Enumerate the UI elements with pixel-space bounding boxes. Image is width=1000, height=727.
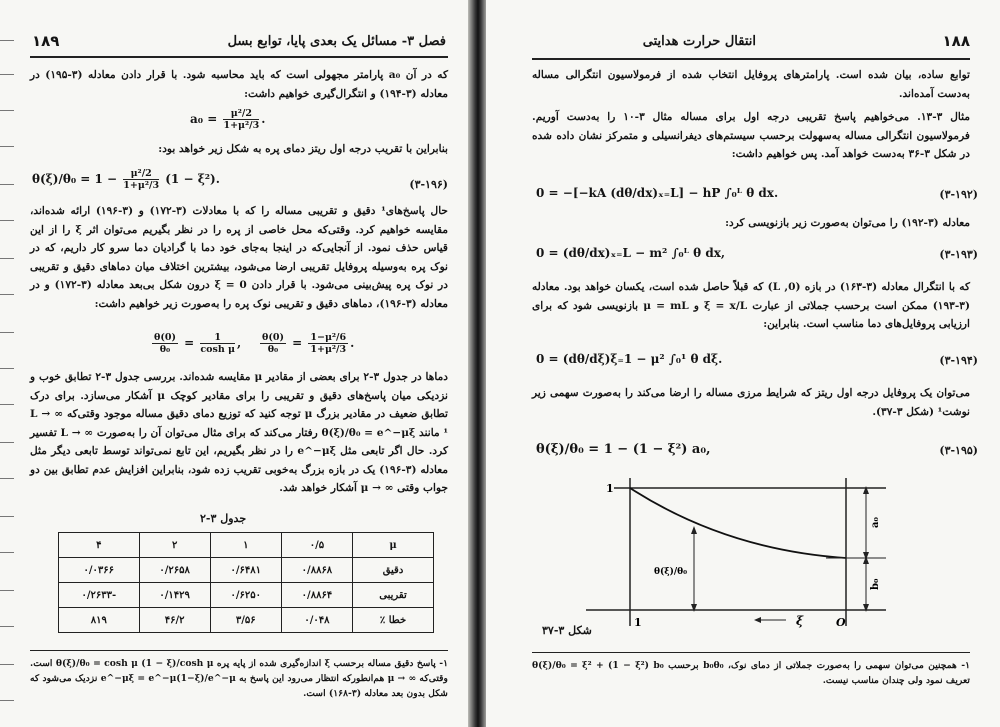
equation-192: 0 = −[−kA (dθ/dx)ₓ₌L] − hP ∫₀ᴸ θ dx. [536, 186, 779, 200]
temperature-curve [630, 488, 846, 558]
arrow-head-icon [863, 556, 869, 564]
x-label-xi: ξ [796, 614, 804, 628]
left-page [0, 0, 470, 727]
x-label-origin: O [836, 616, 846, 629]
binding-marks [0, 0, 16, 727]
footnote: ۱- پاسخ دقیق مساله برحسب ξ اندازه‌گیری شده از پایه پره θ(ξ)/θ₀ = cosh μ (1 − ξ)/cosh μ است. وقتی‌که ∞ → μ هم‌انطورکه انتظار می‌رود این پاسخ به e^−μξ = e^−μ(1−ξ)/e^−μ نزدیک می‌شود که شکل بدون بعد معادله (۳-۱۶۸) است. [30, 658, 449, 699]
table-header-cell: ۰/۵ [281, 533, 352, 558]
table-row [59, 558, 434, 583]
table-cell: ۴۶/۲ [139, 608, 210, 633]
paragraph: حال پاسخ‌های¹ دقیق و تقریبی مساله را که با معادلات (۳-۱۷۲) و (۳-۱۹۶) ارائه شده‌اند، مقایسه خواهیم کرد. وقتی‌که محل خاصی از پره را در نظر بگیریم می‌توان اثر ξ را از این قیاس حذف نمود. از آنجایی‌که در اینجا به‌جای خود دما با گرادیان دما سرو کار داریم، که در نوک پره به‌وسیله پروفایل تقریبی ارضا می‌شود، بیشترین اختلاف میان دماهای دقیق و تقریبی در نوک پره پیش‌بینی می‌شود. با قرار دادن ξ = 0 درون شکل بی‌بعد معادله (۳-۱۷۲) و در معادله (۳-۱۹۶)، دماهای دقیق و تقریبی نوک پره را به‌صورت زیر خواهیم داشت: [30, 205, 449, 310]
equation-number: (۳-۱۹۴) [939, 354, 978, 367]
header-rule [532, 58, 970, 60]
footnote-rule [532, 652, 970, 653]
table-row-label: تقریبی [353, 583, 434, 608]
table-cell: ۰/۶۲۵۰ [210, 583, 281, 608]
arrow-head-icon [691, 604, 697, 612]
table-cell: ۰/۸۸۶۴ [281, 583, 352, 608]
paragraph: که با انتگرال معادله (۳-۱۶۳) در بازه (0, L) که قبلاً حاصل شده است، یکسان خواهد بود. معادله (۳-۱۹۳) ممکن است برحسب جملاتی از عبارت ξ = x/L و μ = mL بازنویسی شود که برای ارزیابی پروفایل‌های دما مناسب است. بنابراین: [532, 281, 970, 330]
table-header-cell: μ [353, 533, 434, 558]
b0-label: b₀ [870, 578, 881, 590]
paragraph: دماها در جدول ۳-۲ برای بعضی از مقادیر μ مقایسه شده‌اند. بررسی جدول ۳-۲ تطابق خوب و نزدیکی میان پاسخ‌های دقیق و تقریبی را برای مقادیر کوچک μ آشکار می‌سازد. برای درک تطابق ضعیف در مقادیر بزرگ μ توجه کنید که توزیع دمای دقیق مساله موجود وقتی‌که ∞ → L ¹ مانند θ(ξ)/θ₀ = e^−μξ رفتار می‌کند که برای مثال می‌توان آن را به‌صورت ∞ → L تفسیر کرد. حال اگر تابعی مثل e^−μξ را در نظر بگیریم، این تابع نمی‌تواند توسط تابعی دیگر مثل معادله (۳-۱۹۶) یک در بازه بزرگ به‌خوبی تقریب زده شود، بنابراین افزایش عدم تطابق بین دو جواب وقتی ∞ → μ آشکار خواهد شد. [30, 371, 449, 494]
footnote: ۱- همچنین می‌توان سهمی را به‌صورت جملاتی از دمای نوک، b₀θ₀ برحسب θ(ξ)/θ₀ = ξ² + (1 − ξ²) b₀ تعریف نمود ولی چندان مناسب نیست. [532, 660, 970, 686]
arrow-head-icon [863, 604, 869, 612]
equation-194: 0 = (dθ/dξ)ξ₌1 − μ² ∫₀¹ θ dξ. [536, 352, 723, 366]
equation-tip-approx: $\frac{\theta(0)}{\text{θ₀}}$ = $\frac{\text{1−μ²/6}}{\text{1+μ²/3}}$ . [262, 332, 355, 355]
footnote-rule [30, 650, 448, 651]
book-gutter [468, 0, 488, 727]
table-row-label: خطا ٪ [353, 608, 434, 633]
paragraph: که در آن a₀ پارامتر مجهولی است که باید محاسبه شود. با قرار دادن معادله (۳-۱۹۵) در معادله (۳-۱۹۴) و انتگرال‌گیری خواهیم داشت: [30, 69, 448, 100]
paragraph: توابع ساده، بیان شده است. پارامترهای پروفایل انتخاب شده از فرمولاسیون انتگرالی مساله به‌دست آمده‌اند. [532, 69, 970, 100]
x-label-one: 1 [634, 616, 642, 629]
table-cell: ۰/۱۴۲۹ [139, 583, 210, 608]
table-cell: ۰/۲۶۵۸ [139, 558, 210, 583]
right-page [486, 0, 1000, 727]
paragraph: بنابراین با تقریب درجه اول ریتز دمای پره به شکل زیر خواهد بود: [158, 143, 448, 155]
arrow-head-icon [754, 617, 761, 623]
figure-caption: شکل ۳-۳۷ [542, 624, 592, 637]
table-caption: جدول ۳-۲ [200, 512, 247, 525]
page-number: ۱۸۸ [942, 32, 970, 50]
equation-number: (۳-۱۹۵) [939, 444, 978, 457]
arrow-head-icon [863, 486, 869, 494]
equation-a0: a₀ = $\frac{\text{μ²/2}}{\text{1+μ²/3}}$ . [190, 108, 266, 131]
table-cell: ۰/۰۳۶۶ [59, 558, 140, 583]
table-header-cell: ۲ [139, 533, 210, 558]
table-header-cell: ۴ [59, 533, 140, 558]
running-header: انتقال حرارت هدایتی [642, 34, 756, 49]
a0-label: a₀ [870, 517, 881, 528]
table-cell: ۳/۵۶ [210, 608, 281, 633]
table-header-cell: ۱ [210, 533, 281, 558]
table-row [59, 608, 434, 633]
arrow-head-icon [691, 526, 697, 534]
table-cell: ۰/۰۴۸ [281, 608, 352, 633]
table-header-row [59, 533, 434, 558]
equation-number: (۳-۱۹۳) [939, 248, 978, 261]
equation-number: (۳-۱۹۶) [409, 178, 448, 191]
equation-193: 0 = (dθ/dx)ₓ₌L − m² ∫₀ᴸ θ dx, [536, 246, 726, 260]
paragraph: مثال ۳-۱۳. می‌خواهیم پاسخ تقریبی درجه اول برای مساله مثال ۳-۱۰ را به‌دست آوریم. فرمولاسیون انتگرالی مساله به‌سهولت برحسب سیستم‌های دیفرانسیلی و متمرکز نشان داده شده در شکل ۳-۳۶ به‌دست خواهد آمد. پس خواهیم داشت: [532, 111, 971, 160]
figure-3-37 [586, 470, 976, 640]
paragraph: معادله (۳-۱۹۲) را می‌توان به‌صورت زیر بازنویسی کرد: [725, 217, 970, 229]
table-cell: ۰/۶۴۸۱ [210, 558, 281, 583]
y-label-one: 1 [606, 482, 614, 495]
header-rule [30, 56, 448, 58]
equation-196: θ(ξ)/θ₀ = 1 − $\frac{\text{μ²/2}}{\text{1+μ²/3}}$ (1 − ξ²). [32, 168, 220, 191]
equation-tip-exact: $\frac{\theta(0)}{\text{θ₀}}$ = $\frac{1}{\text{cosh μ}}$ , [154, 332, 242, 355]
equation-number: (۳-۱۹۲) [939, 188, 978, 201]
table-cell: ۰/۸۸۶۸ [281, 558, 352, 583]
table-cell: -۰/۲۶۳۳ [59, 583, 140, 608]
page-number: ۱۸۹ [32, 32, 60, 50]
table-row [59, 583, 434, 608]
paragraph: می‌توان یک پروفایل درجه اول ریتز که شرایط مرزی مساله را ارضا می‌کند را به‌صورت سهمی زیر نوشت¹ (شکل ۳-۳۷). [532, 387, 970, 418]
running-header: فصل ۳- مسائل یک بعدی پایا، توابع بسل [227, 34, 446, 49]
table-cell: ۸۱۹ [59, 608, 140, 633]
equation-195: θ(ξ)/θ₀ = 1 − (1 − ξ²) a₀, [536, 442, 711, 457]
table-row-label: دقیق [353, 558, 434, 583]
comparison-table [58, 532, 434, 633]
curve-label: θ(ξ)/θ₀ [654, 567, 688, 577]
